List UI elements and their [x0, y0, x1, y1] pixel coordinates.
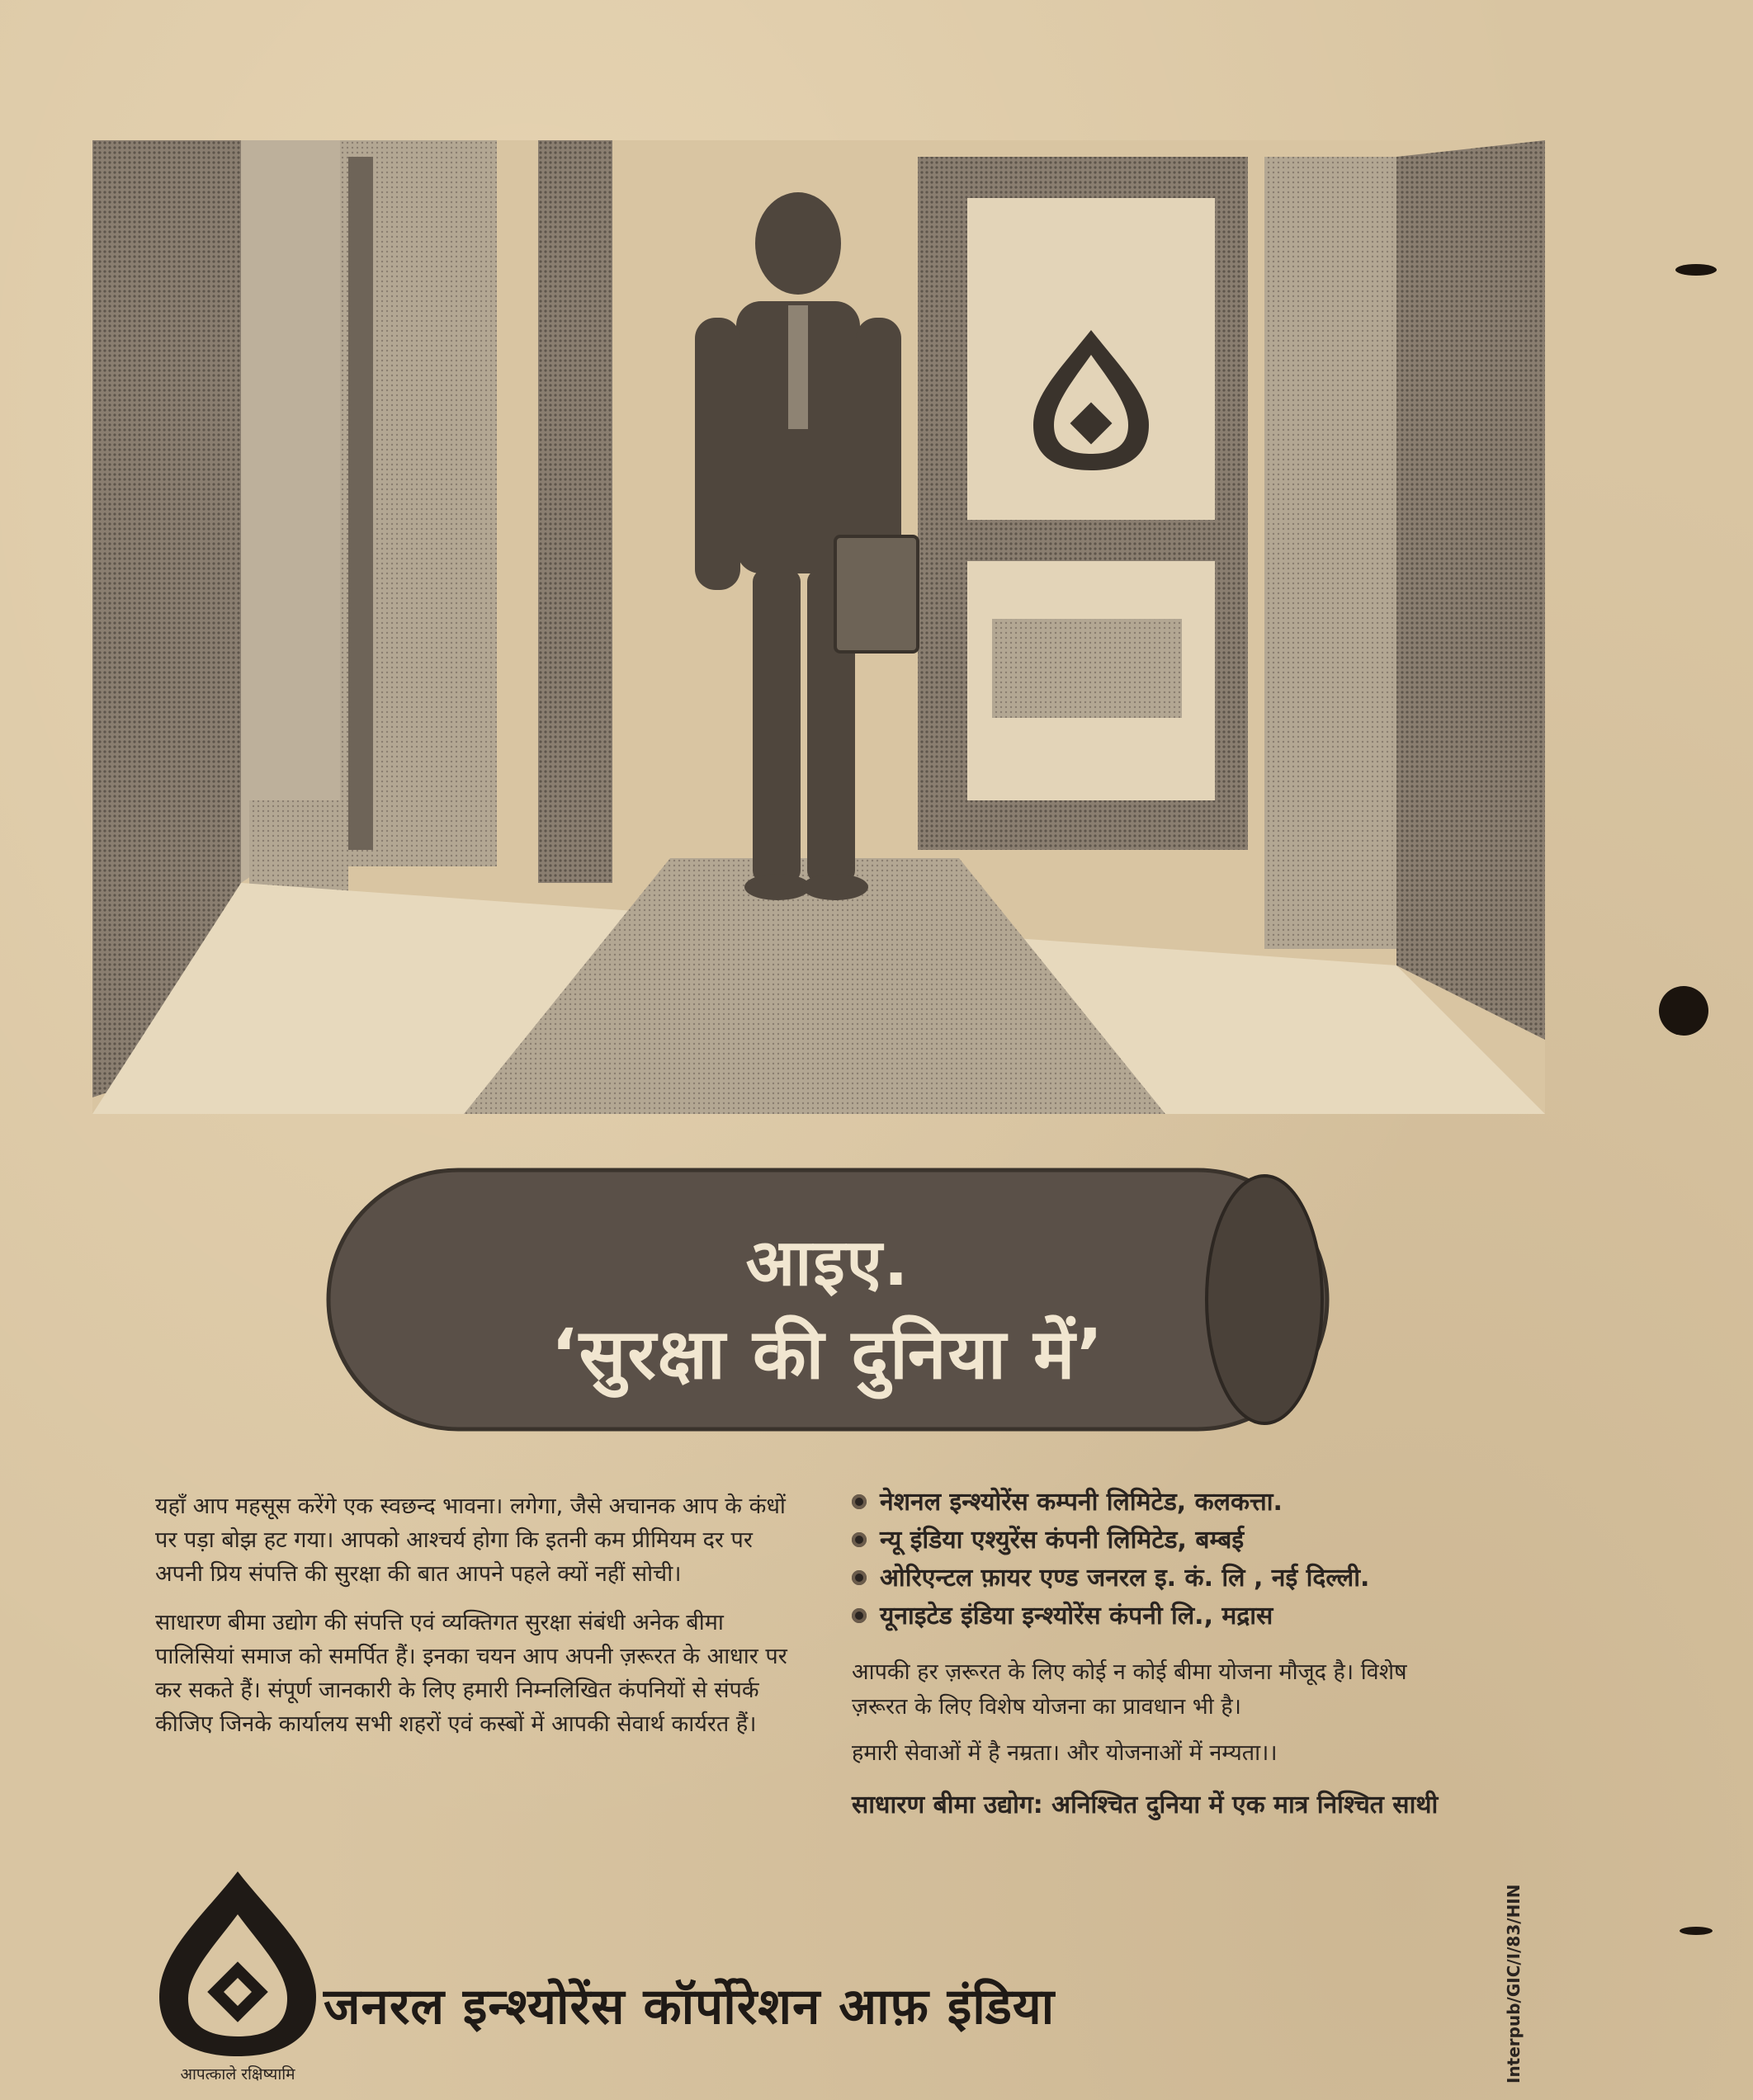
company-item: [852, 1485, 1446, 1520]
company-list: [852, 1485, 1446, 1634]
company-name: यूनाइटेड इंडिया इन्श्योरेंस कंपनी लि., मद्रास: [880, 1602, 1273, 1630]
corporation-name: जनरल इन्श्योरेंस कॉर्पोरेशन आफ़ इंडिया: [324, 1978, 1056, 2036]
company-name: नेशनल इन्श्योरेंस कम्पनी लिमिटेड, कलकत्ता.: [880, 1488, 1283, 1517]
company-item: [852, 1523, 1446, 1558]
company-item: [852, 1599, 1446, 1634]
bullet-icon: [852, 1608, 867, 1623]
bullet-icon: [852, 1570, 867, 1585]
right-paragraph-1: आपकी हर ज़रूरत के लिए कोई न कोई बीमा योजना मौजूद है। विशेष ज़रूरत के लिए विशेष योजना का प्रावधान भी है।: [852, 1659, 1407, 1720]
company-item: [852, 1561, 1446, 1596]
paper-hole: [1659, 986, 1708, 1036]
paper-tear: [1675, 264, 1717, 276]
right-body-column: [852, 1485, 1446, 1824]
headline-line-2: ‘सुरक्षा की दुनिया में’: [550, 1314, 1105, 1394]
ad-reference-code: Interpub/GIC/I/83/HIN: [1504, 1884, 1524, 2083]
company-name: ओरिएन्टल फ़ायर एण्ड जनरल इ. कं. लि , नई दिल्ली.: [880, 1564, 1370, 1593]
gic-logo-icon: [147, 1865, 328, 2063]
paper-tear: [1680, 1927, 1713, 1935]
headline-banner: [324, 1165, 1332, 1434]
advertisement-photo: [92, 140, 1545, 1114]
tagline: साधारण बीमा उद्योग: अनिश्चित दुनिया में एक मात्र निश्चित साथी: [852, 1791, 1439, 1819]
company-name: न्यू इंडिया एश्युरेंस कंपनी लिमिटेड, बम्बई: [880, 1526, 1245, 1555]
logo-motto: आपत्काले रक्षिष्यामि: [180, 2065, 295, 2083]
headline-line-1: आइए.: [745, 1226, 910, 1300]
body-paragraph-2: साधारण बीमा उद्योग की संपत्ति एवं व्यक्तिगत सुरक्षा संबंधी अनेक बीमा पालिसियां समाज को समर्पित हैं। इनका चयन आप अपनी ज़रूरत के आधार पर कर सकते हैं। संपूर्ण जानकारी के लिए हमारी निम्नलिखित कंपनियों से संपर्क कीजिए जिनके कार्यालय सभी शहरों एवं कस्बों में आपकी सेवार्थ कार्यरत हैं।: [155, 1610, 787, 1737]
bullet-icon: [852, 1532, 867, 1547]
body-paragraph-1: यहाँ आप महसूस करेंगे एक स्वछन्द भावना। लगेगा, जैसे अचानक आप के कंधों पर पड़ा बोझ हट गया। आपको आश्चर्य होगा कि इतनी कम प्रीमियम दर पर अपनी प्रिय संपत्ति की सुरक्षा की बात आपने पहले क्यों नहीं सोची।: [155, 1494, 786, 1587]
bullet-icon: [852, 1494, 867, 1509]
left-body-column: [155, 1489, 799, 1756]
right-paragraph-2: हमारी सेवाओं में है नम्रता। और योजनाओं में नम्यता।।: [852, 1740, 1278, 1766]
